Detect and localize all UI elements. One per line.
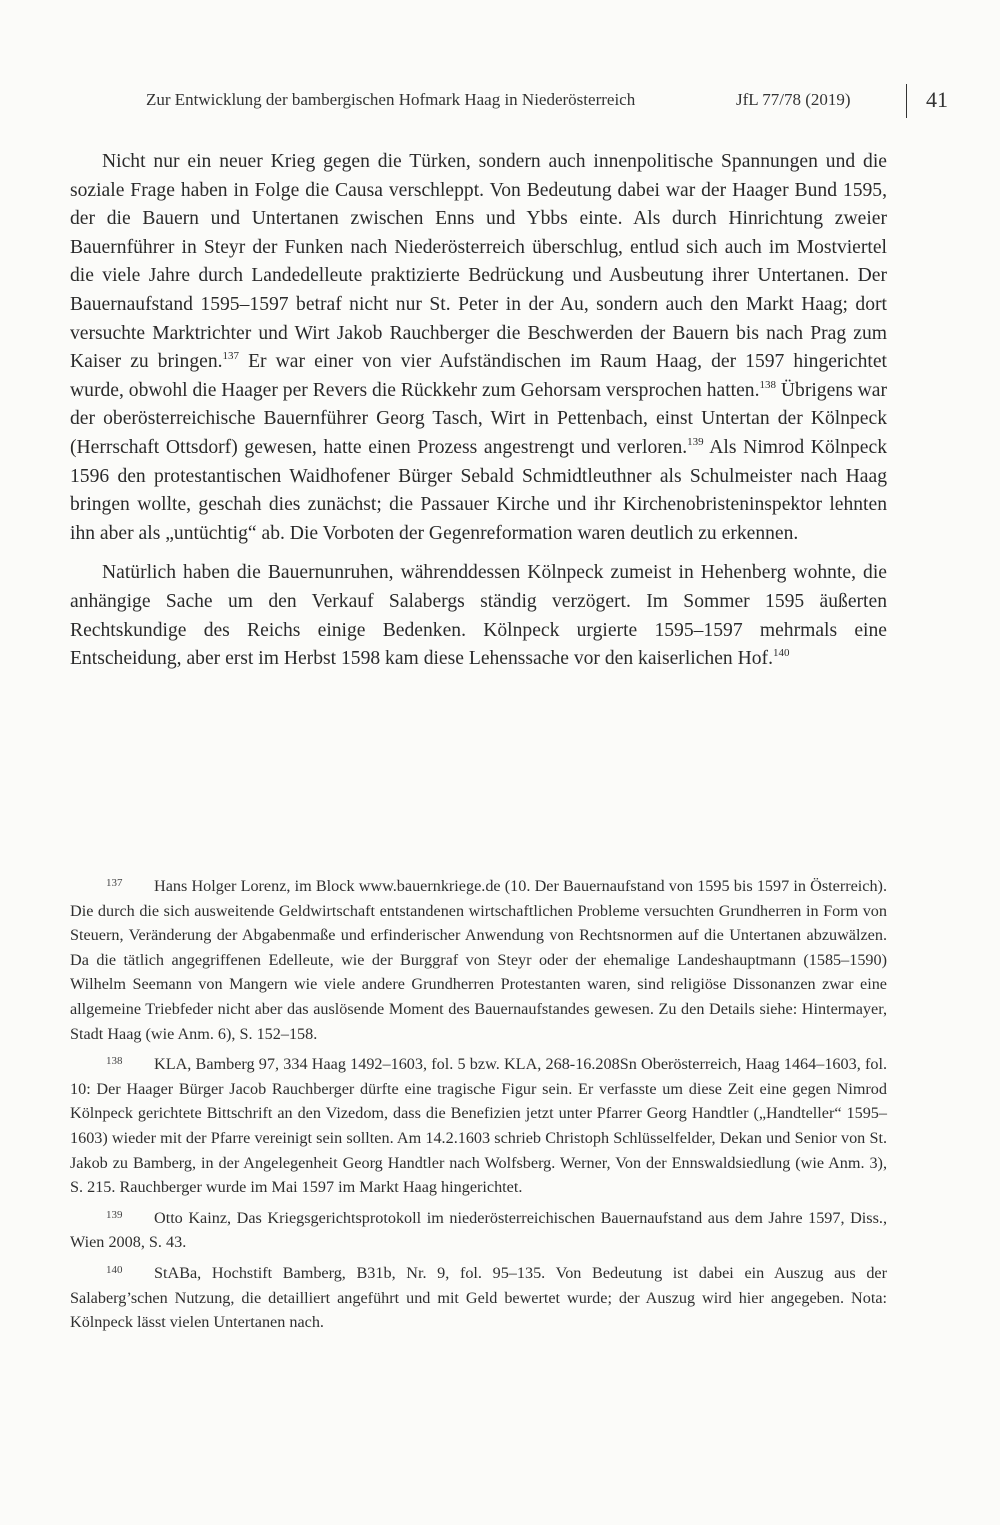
running-header bbox=[70, 87, 960, 120]
main-text bbox=[70, 148, 887, 674]
paragraph-2: Natürlich haben die Bauernunruhen, währenddessen Kölnpeck zumeist in Hehenberg wohnte, die anhängige Sache um den Verkauf Salabergs ständig verzögert. Im Sommer 1595 äußerten Rechtskundige des Reichs einige Bedenken. Kölnpeck urgierte 1595–1597 mehrmals eine Entscheidung, aber erst im Herbst 1598 kam diese Lehenssache vor den kaiserlichen Hof.$^{140}$ bbox=[70, 562, 887, 670]
footnote-ref-138[interactable]: 138 bbox=[759, 378, 776, 391]
footnote-137: 137 Hans Holger Lorenz, im Block www.bauernkriege.de (10. Der Bauernaufstand von 1595 bis 1597 in Österreich). Die durch die sich ausweitende Geldwirtschaft entstandenen wirtschaftlichen Probleme versuchten Grundherren in Form von Steuern, Veränderung der Abgabenmaße und erfinderischer Anwendung von Rechtsnormen auf die Untertanen abzuwälzen. Da die tätlich angegriffenen Edelleute, wie der Burggraf von Steyr oder der ehemalige Landeshauptmann (1585–1590) Wilhelm Seemann von Mangern wie viele andere Grundherren Protestanten waren, sind religiöse Dissonanzen zwar eine allgemeine Triebfeder nicht aber das auslösende Moment des Bauernaufstandes gewesen. Zu den Details siehe: Hintermayer, Stadt Haag (wie Anm. 6), S. 152–158. bbox=[70, 877, 887, 1043]
paragraph-1: Nicht nur ein neuer Krieg gegen die Türken, sondern auch innenpolitische Spannungen und die soziale Frage haben in Folge die Causa verschleppt. Von Bedeutung dabei war der Haager Bund 1595, der die Bauern und Untertanen zwischen Enns und Ybbs einte. Als durch Hinrichtung zweier Bauernführer in Steyr der Funken nach Niederösterreich überschlug, entlud sich auch im Mostviertel die viele Jahre durch Landedelleute praktizierte Bedrückung und Ausbeutung ihrer Untertanen. Der Bauernaufstand 1595–1597 betraf nicht nur St. Peter in der Au, sondern auch den Markt Haag; dort versuchte Marktrichter und Wirt Jakob Rauchberger die Beschwerden der Bauern bis nach Prag zum Kaiser zu bringen.$^{137}$ Er war einer von vier Aufständischen im Raum Haag, der 1597 hingerichtet wurde, obwohl die Haager per Revers die Rückkehr zum Gehorsam versprochen hatten.$^{138}$ Übrigens war der oberösterreichische Bauernführer Georg Tasch, Wirt in Pettenbach, einst Untertan der Kölnpeck (Herrschaft Ottsdorf) gewesen, hatte einen Prozess angestrengt und verloren.$^{139}$ Als Nimrod Kölnpeck 1596 den protestantischen Waidhofener Bürger Sebald Schmidtleuthner als Schulmeister nach Haag bringen wollte, geschah dies zunächst; die Passauer Kirche und ihr Kirchenobristeninspektor lehnten ihn aber als „untüchtig“ ab. Die Vorboten der Gegenreformation waren deutlich zu erkennen. bbox=[70, 151, 887, 544]
footnote-text: Otto Kainz, Das Kriegsgerichtsprotokoll im niederösterreichischen Bauernaufstand aus dem Jahre 1597, Diss., Wien 2008, S. 43. bbox=[70, 1208, 887, 1252]
journal-reference: JfL 77/78 (2019) bbox=[736, 90, 851, 109]
footnote-text: KLA, Bamberg 97, 334 Haag 1492–1603, fol. 5 bzw. KLA, 268-16.208Sn Oberösterreich, Haag 1464–1603, fol. 10: Der Haager Bürger Jacob Rauchberger dürfte eine tragische Figur sein. Er verfasste um diese Zeit eine gegen Nimrod Kölnpeck gerichtete Bittschrift an den Vizedom, dass die Benefizien jetzt unter Pfarrer Georg Handtler („Handteller“ 1595–1603) wieder mit der Pfarre vereinigt sein sollten. Am 14.2.1603 schrieb Christoph Schlüsselfelder, Dekan und Senior von St. Jakob zu Bamberg, in der Angelegenheit Georg Handtler nach Wolfsberg. Werner, Von der Ennswaldsiedlung (wie Anm. 3), S. 215. Rauchberger wurde im Mai 1597 im Markt Haag hingerichtet. bbox=[70, 1055, 887, 1197]
footnote-ref-137[interactable]: 137 bbox=[222, 350, 240, 363]
header-divider bbox=[906, 84, 907, 118]
footnote-140: 140 StABa, Hochstift Bamberg, B31b, Nr. 9, fol. 95–135. Von Bedeutung ist dabei ein Auszug aus der Salaberg’schen Nutzung, die detailliert angeführt und mit Geld bewertet wurde; der Auszug wird hier angegeben. Nota: Kölnpeck lässt vielen Untertanen nach. bbox=[70, 1263, 887, 1332]
footnote-138: 138 KLA, Bamberg 97, 334 Haag 1492–1603, fol. 5 bzw. KLA, 268-16.208Sn Oberösterreich, Haag 1464–1603, fol. 10: Der Haager Bürger Jacob Rauchberger dürfte eine tragische Figur sein. Er verfasste um diese Zeit eine gegen Nimrod Kölnpeck gerichtete Bittschrift an den Vizedom, dass die Benefizien jetzt unter Pfarrer Georg Handtler („Handteller“ 1595–1603) wieder mit der Pfarre vereinigt sein sollten. Am 14.2.1603 schrieb Christoph Schlüsselfelder, Dekan und Senior von St. Jakob zu Bamberg, in der Angelegenheit Georg Handtler nach Wolfsberg. Werner, Von der Ennswaldsiedlung (wie Anm. 3), S. 215. Rauchberger wurde im Mai 1597 im Markt Haag hingerichtet. bbox=[70, 1055, 887, 1197]
footnote-ref-140[interactable]: 140 bbox=[772, 647, 790, 660]
footnote-ref-139[interactable]: 139 bbox=[687, 435, 704, 448]
running-title: Zur Entwicklung der bambergischen Hofmark Haag in Niederösterreich bbox=[146, 90, 636, 109]
footnote-text: Hans Holger Lorenz, im Block www.bauernkriege.de (10. Der Bauernaufstand von 1595 bis 1597 in Österreich). Die durch die sich ausweitende Geldwirtschaft entstandenen wirtschaftlichen Probleme versuchten Grundherren in Form von Steuern, Veränderung der Abgabenmaße und erfinderischer Anwendung von Rechtsnormen auf die Untertanen abzuwälzen. Da die tätlich angegriffenen Edelleute, wie der Burggraf von Steyr oder der ehemalige Landeshauptmann (1585–1590) Wilhelm Seemann von Mangern wie viele andere Grundherren Protestanten waren, sind religiöse Dissonanzen zwar eine allgemeine Triebfeder nicht aber das auslösende Moment des Bauernaufstandes gewesen. Zu den Details siehe: Hintermayer, Stadt Haag (wie Anm. 6), S. 152–158. bbox=[70, 877, 887, 1043]
footnote-text: StABa, Hochstift Bamberg, B31b, Nr. 9, fol. 95–135. Von Bedeutung ist dabei ein Auszug aus der Salaberg’schen Nutzung, die detailliert angeführt und mit Geld bewertet wurde; der Auszug wird hier angegeben. Nota: Kölnpeck lässt vielen Untertanen nach. bbox=[70, 1263, 887, 1332]
page-number: 41 bbox=[926, 87, 948, 112]
footnotes-section bbox=[70, 874, 887, 1335]
footnote-139: 139 Otto Kainz, Das Kriegsgerichtsprotokoll im niederösterreichischen Bauernaufstand aus dem Jahre 1597, Diss., Wien 2008, S. 43. bbox=[70, 1208, 887, 1252]
